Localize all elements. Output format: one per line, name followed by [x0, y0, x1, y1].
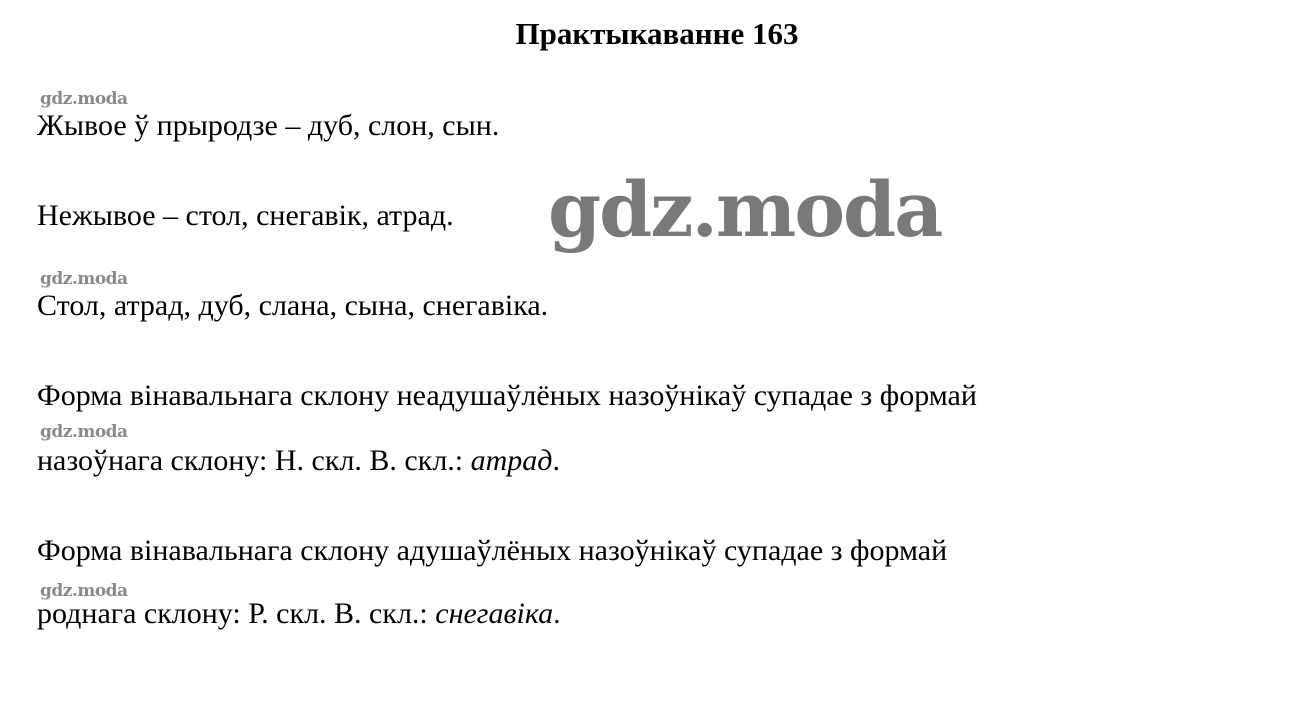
paragraph-inanimate-line2 [37, 443, 560, 479]
watermark-small-2: gdz.moda [40, 269, 128, 289]
animate-line2-text: роднага склону: Р. скл. В. скл.: [37, 597, 436, 630]
paragraph-animate-line1: Форма вінавальнага склону адушаўлёных назоўнікаў супадае з формай [37, 534, 948, 567]
inanimate-line2-text: назоўнага склону: Н. скл. В. скл.: [37, 444, 471, 477]
watermark-large: gdz.moda [548, 165, 942, 254]
paragraph-animate-line2 [37, 596, 561, 632]
watermark-small-3: gdz.moda [40, 422, 128, 442]
animate-line2-end: . [553, 597, 561, 630]
animate-example: снегавіка [435, 597, 554, 630]
inanimate-example: атрад [470, 444, 553, 477]
page-title: Практыкаванне 163 [515, 16, 799, 51]
paragraph-inanimate-line1: Форма вінавальнага склону неадушаўлёных назоўнікаў супадае з формай [37, 379, 977, 412]
inanimate-line2-end: . [552, 444, 560, 477]
paragraph-nonliving: Нежывое – стол, снегавік, атрад. [37, 199, 454, 232]
paragraph-word-list: Стол, атрад, дуб, слана, сына, снегавіка. [37, 289, 549, 322]
paragraph-living: Жывое ў прыродзе – дуб, слон, сын. [37, 109, 500, 142]
watermark-small-1: gdz.moda [40, 89, 128, 109]
watermark-small-4: gdz.moda [40, 581, 128, 601]
